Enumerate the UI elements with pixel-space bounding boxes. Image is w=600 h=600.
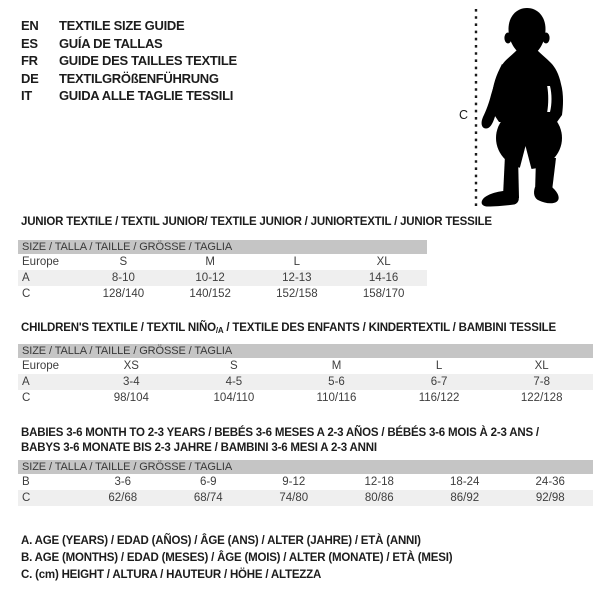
language-code: DE [21, 70, 39, 86]
size-cell: 80/86 [337, 490, 423, 506]
language-row [21, 70, 237, 88]
babies-title-line1: BABIES 3-6 MONTH TO 2-3 YEARS / BEBÉS 3-6 MESES A 2-3 AÑOS / BÉBÉS 3-6 MOIS À 2-3 ANS / [21, 427, 539, 439]
children-size-table [18, 344, 593, 406]
column-header-cell: Europe [22, 256, 60, 268]
row-label-cell: C [18, 490, 80, 506]
height-measure-label: C [459, 108, 469, 122]
children-title-subscript: /A [215, 326, 224, 335]
column-header-cell: XS [123, 360, 139, 372]
row-label-cell: B [22, 476, 30, 488]
column-header-cell: XL [534, 360, 549, 372]
row-label-cell: C [22, 392, 31, 404]
language-label: GUÍA DE TALLAS [59, 35, 163, 51]
column-header-cell: Europe [22, 360, 60, 372]
table-row [18, 286, 427, 302]
table-row [18, 474, 593, 490]
language-code: ES [21, 35, 38, 51]
column-header-cell: M [205, 256, 215, 268]
children-section-title [21, 322, 556, 335]
size-cell: 128/140 [102, 288, 145, 300]
junior-section-title: JUNIOR TEXTILE / TEXTIL JUNIOR/ TEXTILE JUNIOR / JUNIORTEXTIL / JUNIOR TESSILE [21, 216, 492, 228]
column-header-row [18, 358, 593, 374]
size-cell: 6-7 [388, 374, 491, 390]
table-row [18, 374, 593, 390]
table-row [18, 270, 427, 286]
column-header-cell: M [331, 360, 342, 372]
language-row [21, 35, 237, 53]
legend-notes [21, 535, 452, 586]
language-label: GUIDA ALLE TAGLIE TESSILI [59, 88, 234, 104]
size-cell: 140/152 [189, 288, 231, 300]
size-cell: 7-8 [490, 374, 593, 390]
size-cell: 12-13 [254, 270, 341, 286]
size-header-bar [18, 240, 427, 254]
size-header-bar [18, 344, 593, 358]
size-cell: 74/80 [251, 490, 337, 506]
size-cell: 9-12 [282, 476, 306, 488]
size-cell: 62/68 [80, 490, 166, 506]
note-age-years: A. AGE (YEARS) / EDAD (AÑOS) / ÂGE (ANS) / ALTER (JAHRE) / ETÀ (ANNI) [21, 535, 421, 547]
toddler-silhouette-icon [482, 8, 563, 207]
size-cell: 98/104 [113, 392, 149, 404]
column-header-cell: S [119, 256, 128, 268]
language-title-block [21, 17, 237, 105]
babies-section-title [21, 426, 539, 455]
size-cell: 3-4 [80, 374, 183, 390]
size-cell: 152/158 [276, 288, 318, 300]
size-header-label: SIZE / TALLA / TAILLE / GRÖSSE / TAGLIA [18, 240, 427, 254]
children-title-text: / TEXTILE DES ENFANTS / KINDERTEXTIL / BAMBINI TESSILE [223, 322, 556, 334]
column-header-cell: L [293, 256, 301, 268]
baby-height-figure [455, 0, 600, 220]
size-cell: 4-5 [183, 374, 286, 390]
language-row [21, 52, 237, 70]
size-cell: 18-24 [450, 476, 480, 488]
size-cell: 8-10 [80, 270, 167, 286]
column-header-row [18, 254, 427, 270]
language-label: TEXTILGRÖßENFÜHRUNG [59, 70, 219, 86]
size-cell: 104/110 [213, 392, 255, 404]
size-cell: 5-6 [285, 374, 388, 390]
babies-size-table [18, 460, 593, 506]
note-height-cm: C. (cm) HEIGHT / ALTURA / HAUTEUR / HÖHE / ALTEZZA [21, 569, 322, 581]
language-code: IT [21, 88, 32, 104]
babies-title-line2: BABYS 3-6 MONATE BIS 2-3 JAHRE / BAMBINI 3-6 MESI A 2-3 ANNI [21, 441, 377, 454]
size-header-label: SIZE / TALLA / TAILLE / GRÖSSE / TAGLIA [18, 344, 593, 358]
size-cell: 3-6 [114, 476, 132, 488]
size-cell: 68/74 [166, 490, 252, 506]
size-cell: 6-9 [199, 476, 217, 488]
size-cell: 122/128 [520, 392, 563, 404]
row-label-cell: A [18, 270, 80, 286]
language-label: GUIDE DES TAILLES TEXTILE [59, 53, 237, 69]
size-cell: 116/122 [418, 392, 460, 404]
column-header-cell: S [230, 360, 238, 372]
note-age-months: B. AGE (MONTHS) / EDAD (MESES) / ÂGE (MOIS) / ALTER (MONATE) / ETÀ (MESI) [21, 552, 453, 564]
language-code: EN [21, 18, 39, 34]
children-title-text: CHILDREN'S TEXTILE / TEXTIL NIÑO [21, 322, 216, 334]
size-cell: 10-12 [167, 270, 254, 286]
size-cell: 110/116 [316, 392, 357, 404]
size-cell: 12-18 [364, 476, 394, 488]
junior-size-table [18, 240, 427, 302]
size-cell: 14-16 [340, 270, 427, 286]
size-header-label: SIZE / TALLA / TAILLE / GRÖSSE / TAGLIA [18, 460, 593, 474]
language-code: FR [21, 53, 38, 69]
size-header-bar [18, 460, 593, 474]
language-row [21, 17, 237, 35]
row-label-cell: A [18, 374, 80, 390]
size-cell: 24-36 [535, 476, 565, 488]
size-cell: 158/170 [362, 288, 405, 300]
language-row [21, 87, 237, 105]
row-label-cell: C [22, 288, 31, 300]
column-header-cell: XL [376, 256, 391, 268]
size-cell: 92/98 [508, 490, 594, 506]
size-cell: 86/92 [422, 490, 508, 506]
column-header-cell: L [435, 360, 443, 372]
language-label: TEXTILE SIZE GUIDE [59, 18, 185, 34]
table-row [18, 490, 593, 506]
table-row [18, 390, 593, 406]
